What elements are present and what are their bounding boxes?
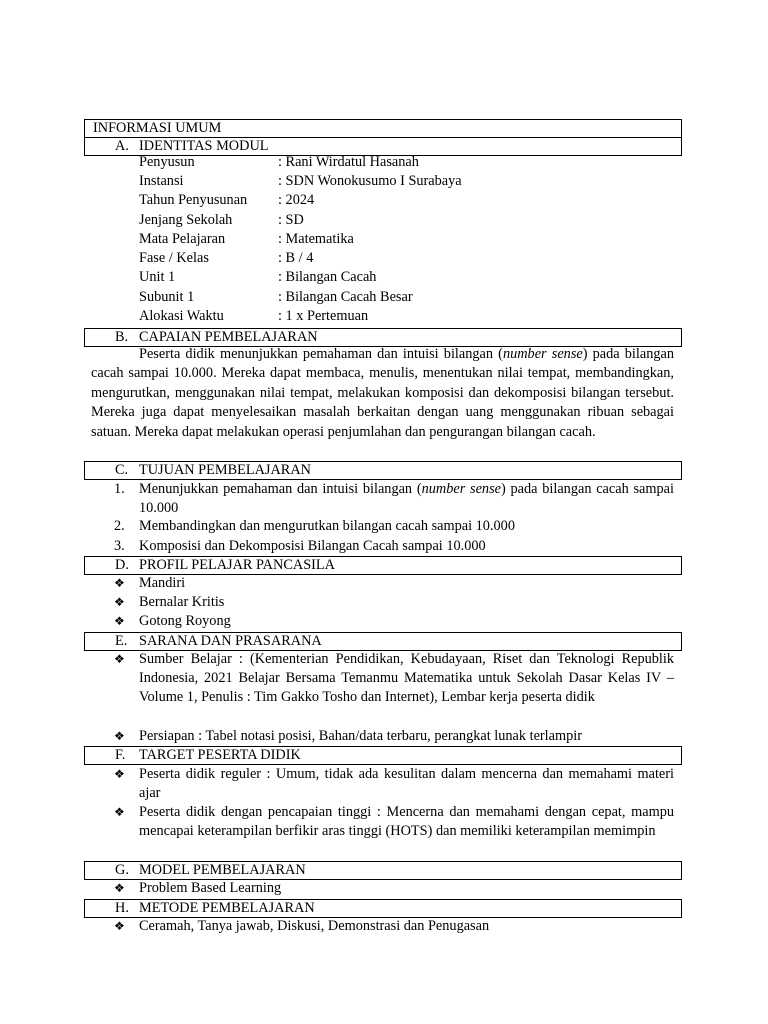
section-h-bar — [84, 899, 682, 918]
bullet-icon: ❖ — [114, 576, 125, 590]
tujuan-text: Menunjukkan pemahaman dan intuisi bilangan ( — [139, 481, 422, 497]
tujuan-text: Membandingkan dan mengurutkan bilangan cacah sampai 10.000 — [139, 518, 515, 534]
section-h-title: METODE PEMBELAJARAN — [139, 900, 315, 916]
section-c-bar — [84, 461, 682, 480]
section-c-title: TUJUAN PEMBELAJARAN — [139, 462, 311, 478]
tujuan-text: ) pada bilangan cacah sampai 10.000 — [139, 481, 674, 517]
sarana-item — [91, 650, 674, 708]
tujuan-item — [91, 480, 674, 518]
section-b-num: B. — [115, 329, 129, 345]
identitas-value: : 2024 — [278, 192, 315, 208]
bullet-icon: ❖ — [114, 614, 125, 628]
profil-item — [91, 612, 674, 631]
model-item — [91, 879, 674, 898]
capaian-text-2: ) pada bilangan cacah sampai 10.000. Mereka dapat membaca, menulis, menentukan nilai tempat, membandingkan, mengurutkan, menggunakan nilai tempat, melakukan komposisi dan dekomposisi bilangan tersebut. Mereka juga dapat menyelesaikan masalah berkaitan dengan uang menggunakan ribuan sebagai satuan. Mereka dapat melakukan operasi penjumlahan dan pengurangan bilangan cacah. — [91, 346, 674, 440]
bullet-icon: ❖ — [114, 767, 125, 781]
section-g-title: MODEL PEMBELAJARAN — [139, 862, 306, 878]
section-e-title: SARANA DAN PRASARANA — [139, 633, 322, 649]
identitas-value: : SD — [278, 212, 304, 228]
section-e-num: E. — [115, 633, 128, 649]
identitas-label: Tahun Penyusunan — [139, 192, 248, 208]
section-b-title: CAPAIAN PEMBELAJARAN — [139, 329, 318, 345]
tujuan-num: 2. — [114, 518, 125, 534]
tujuan-num: 3. — [114, 538, 125, 554]
bullet-icon: ❖ — [114, 595, 125, 609]
model-text: Problem Based Learning — [139, 880, 282, 896]
section-f-num: F. — [115, 747, 126, 763]
section-h-num: H. — [115, 900, 129, 916]
bullet-icon: ❖ — [114, 729, 125, 743]
section-g-num: G. — [115, 862, 129, 878]
tujuan-item — [91, 537, 674, 556]
section-c-num: C. — [115, 462, 129, 478]
identitas-value: : B / 4 — [278, 250, 314, 266]
target-item — [91, 765, 674, 803]
section-f-bar — [84, 746, 682, 765]
identitas-label: Jenjang Sekolah — [139, 212, 233, 228]
section-d-num: D. — [115, 557, 129, 573]
capaian-text-1: Peserta didik menunjukkan pemahaman dan intuisi bilangan ( — [139, 346, 503, 362]
section-e-bar — [84, 632, 682, 651]
metode-item — [91, 917, 674, 936]
section-header-informasi-umum — [84, 119, 682, 138]
metode-text: Ceramah, Tanya jawab, Diskusi, Demonstrasi dan Penugasan — [139, 918, 490, 934]
identitas-value: : Bilangan Cacah Besar — [278, 289, 413, 305]
sarana-item — [91, 727, 674, 746]
profil-text: Bernalar Kritis — [139, 594, 225, 610]
capaian-paragraph — [91, 345, 674, 442]
identitas-label: Instansi — [139, 173, 184, 189]
bullet-icon: ❖ — [114, 881, 125, 895]
profil-item — [91, 574, 674, 593]
identitas-label: Mata Pelajaran — [139, 231, 226, 247]
identitas-label: Penyusun — [139, 154, 195, 170]
header-title: INFORMASI UMUM — [93, 120, 222, 136]
identitas-value: : SDN Wonokusumo I Surabaya — [278, 173, 462, 189]
profil-text: Mandiri — [139, 575, 186, 591]
identitas-label: Subunit 1 — [139, 289, 195, 305]
section-d-bar — [84, 556, 682, 575]
sarana-text: Sumber Belajar : (Kementerian Pendidikan, Kebudayaan, Riset dan Teknologi Republik Indonesia, 2021 Belajar Bersama Temanmu Matematika untuk Sekolah Dasar Kelas IV – Volume 1, Penulis : Tim Gakko Tosho dan Internet), Lembar kerja peserta didik — [139, 651, 674, 706]
identitas-label: Unit 1 — [139, 269, 176, 285]
target-item — [91, 803, 674, 841]
bullet-icon: ❖ — [114, 652, 125, 666]
tujuan-text: Komposisi dan Dekomposisi Bilangan Cacah sampai 10.000 — [139, 538, 486, 554]
identitas-label: Fase / Kelas — [139, 250, 209, 266]
section-d-title: PROFIL PELAJAR PANCASILA — [139, 557, 335, 573]
capaian-italic: number sense — [502, 346, 583, 362]
sarana-text: Persiapan : Tabel notasi posisi, Bahan/data terbaru, perangkat lunak terlampir — [139, 728, 582, 744]
section-a-num: A. — [115, 138, 129, 154]
identitas-value: : Rani Wirdatul Hasanah — [278, 154, 419, 170]
target-text: Peserta didik reguler : Umum, tidak ada kesulitan dalam mencerna dan memahami materi ajar — [139, 766, 674, 802]
tujuan-item — [91, 517, 674, 536]
profil-text: Gotong Royong — [139, 613, 231, 629]
section-a-title: IDENTITAS MODUL — [139, 138, 269, 154]
bullet-icon: ❖ — [114, 805, 125, 819]
identitas-value: : Matematika — [278, 231, 354, 247]
tujuan-num: 1. — [114, 481, 125, 497]
tujuan-italic: number sense — [421, 481, 501, 497]
section-g-bar — [84, 861, 682, 880]
identitas-value: : Bilangan Cacah — [278, 269, 377, 285]
profil-item — [91, 593, 674, 612]
section-f-title: TARGET PESERTA DIDIK — [139, 747, 301, 763]
identitas-value: : 1 x Pertemuan — [278, 308, 369, 324]
bullet-icon: ❖ — [114, 919, 125, 933]
identitas-label: Alokasi Waktu — [139, 308, 224, 324]
target-text: Peserta didik dengan pencapaian tinggi : Mencerna dan memahami dengan cepat, mampu mencapai keterampilan berfikir aras tinggi (HOTS) dan memiliki keterampilan memimpin — [139, 804, 674, 840]
